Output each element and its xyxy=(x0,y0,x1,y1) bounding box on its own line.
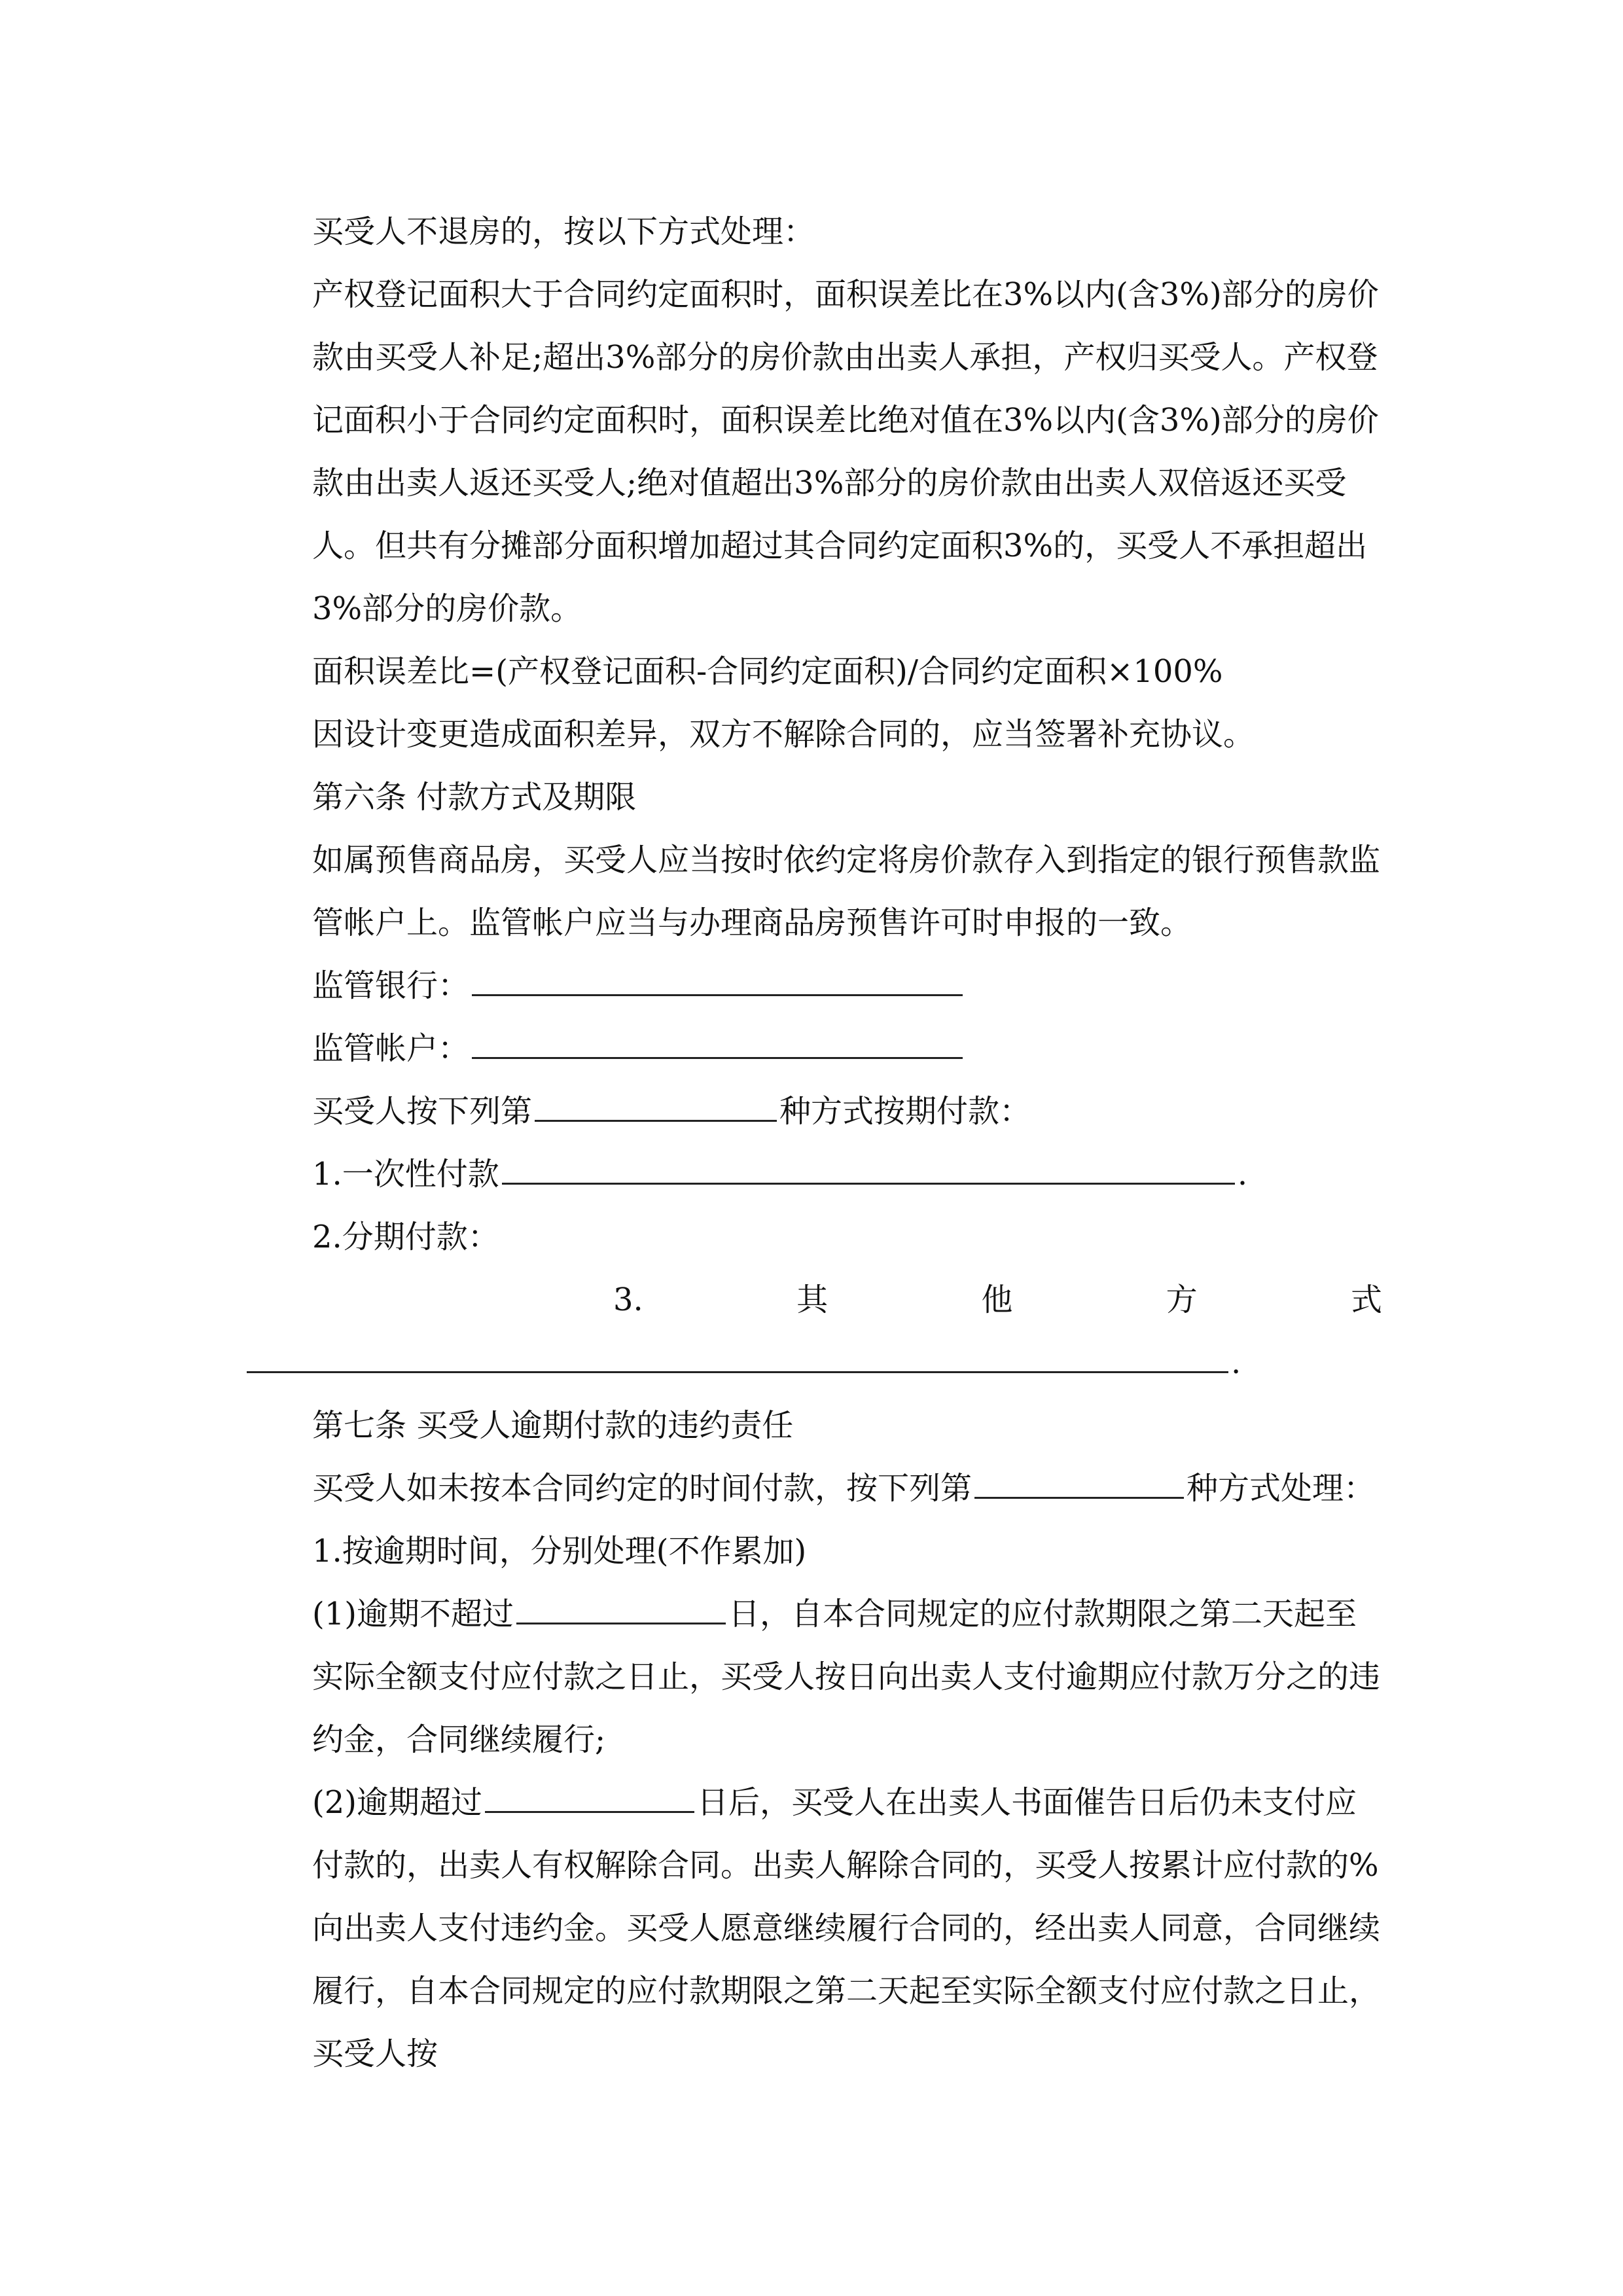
paragraph-presale-deposit: 如属预售商品房，买受人应当按时依约定将房价款存入到指定的银行预售款监管帐户上。监管帐户应当与办理商品房预售许可时申报的一致。 xyxy=(312,842,1381,941)
payment-method-prefix: 买受人按下列第 xyxy=(312,1093,533,1130)
late-option-1b xyxy=(247,1771,1382,2085)
option-other-char-3: 方 xyxy=(1166,1282,1198,1318)
supervising-bank-label: 监管银行： xyxy=(312,967,470,1004)
option-other-end: . xyxy=(1231,1344,1241,1381)
article-7-title: 第七条 买受人逾期付款的违约责任 xyxy=(312,1407,794,1444)
late-option-1b-text: 日后，买受人在出卖人书面催告日后仍未支付应付款的，出卖人有权解除合同。出卖人解除合同的，买受人按累计应付款的%向出卖人支付违约金。买受人愿意继续履行合同的，经出卖人同意，合同继续履行，自本合同规定的应付款期限之第二天起至实际全额支付应付款之日止，买受人按 xyxy=(312,1784,1381,2072)
late-payment-suffix: 种方式处理： xyxy=(1186,1470,1376,1507)
supervising-account-blank[interactable] xyxy=(472,1020,963,1059)
payment-method-suffix: 种方式按期付款： xyxy=(779,1093,1031,1130)
paragraph-design-change: 因设计变更造成面积差异，双方不解除合同的，应当签署补充协议。 xyxy=(312,716,1255,753)
supervising-bank-line xyxy=(247,954,1382,1017)
option-other-line xyxy=(247,1268,1382,1331)
option-other-number: 3. xyxy=(613,1282,643,1318)
paragraph-no-return: 买受人不退房的，按以下方式处理： xyxy=(312,213,815,250)
option-other-char-2: 他 xyxy=(981,1282,1013,1318)
option-other-blank-line xyxy=(247,1331,1382,1394)
paragraph-area-rules: 产权登记面积大于合同约定面积时，面积误差比在3%以内(含3%)部分的房价款由买受人补足;超出3%部分的房价款由出卖人承担，产权归买受人。产权登记面积小于合同约定面积时，面积误差比绝对值在3%以内(含3%)部分的房价款由出卖人返还买受人;绝对值超出3%部分的房价款由出卖人双倍返还买受人。但共有分摊部分面积增加超过其合同约定面积3%的，买受人不承担超出3%部分的房价款。 xyxy=(312,276,1379,627)
late-payment-blank[interactable] xyxy=(974,1460,1184,1499)
option-installment: 2.分期付款： xyxy=(312,1219,499,1255)
paragraph-error-formula: 面积误差比=(产权登记面积-合同约定面积)/合同约定面积×100% xyxy=(312,653,1223,690)
document-body xyxy=(247,200,1382,2085)
late-option-1b-blank[interactable] xyxy=(485,1774,694,1813)
supervising-account-line xyxy=(247,1017,1382,1080)
late-option-1: 1.按逾期时间，分别处理(不作累加) xyxy=(312,1533,807,1570)
late-payment-line xyxy=(247,1457,1382,1520)
late-payment-prefix: 买受人如未按本合同约定的时间付款，按下列第 xyxy=(312,1470,972,1507)
supervising-bank-blank[interactable] xyxy=(472,958,963,996)
late-option-1a-prefix: (1)逾期不超过 xyxy=(312,1596,514,1632)
article-6-title: 第六条 付款方式及期限 xyxy=(312,779,637,816)
payment-method-line xyxy=(247,1080,1382,1143)
late-option-1a-blank[interactable] xyxy=(516,1586,726,1624)
late-option-1b-prefix: (2)逾期超过 xyxy=(312,1784,482,1821)
late-option-1a-text: 日，自本合同规定的应付款期限之第二天起至实际全额支付应付款之日止，买受人按日向出卖人支付逾期应付款万分之的违约金，合同继续履行; xyxy=(312,1596,1381,1758)
option-other-char-1: 其 xyxy=(796,1282,829,1318)
option-lump-sum xyxy=(247,1143,1382,1206)
option-other-blank[interactable] xyxy=(247,1335,1228,1373)
option-lump-sum-end: . xyxy=(1237,1156,1248,1193)
payment-method-blank[interactable] xyxy=(535,1083,777,1122)
option-lump-sum-label: 1.一次性付款 xyxy=(312,1156,499,1193)
late-option-1a xyxy=(247,1583,1382,1771)
option-other-char-4: 式 xyxy=(1350,1282,1382,1318)
supervising-account-label: 监管帐户： xyxy=(312,1030,470,1067)
option-lump-sum-blank[interactable] xyxy=(502,1146,1235,1185)
